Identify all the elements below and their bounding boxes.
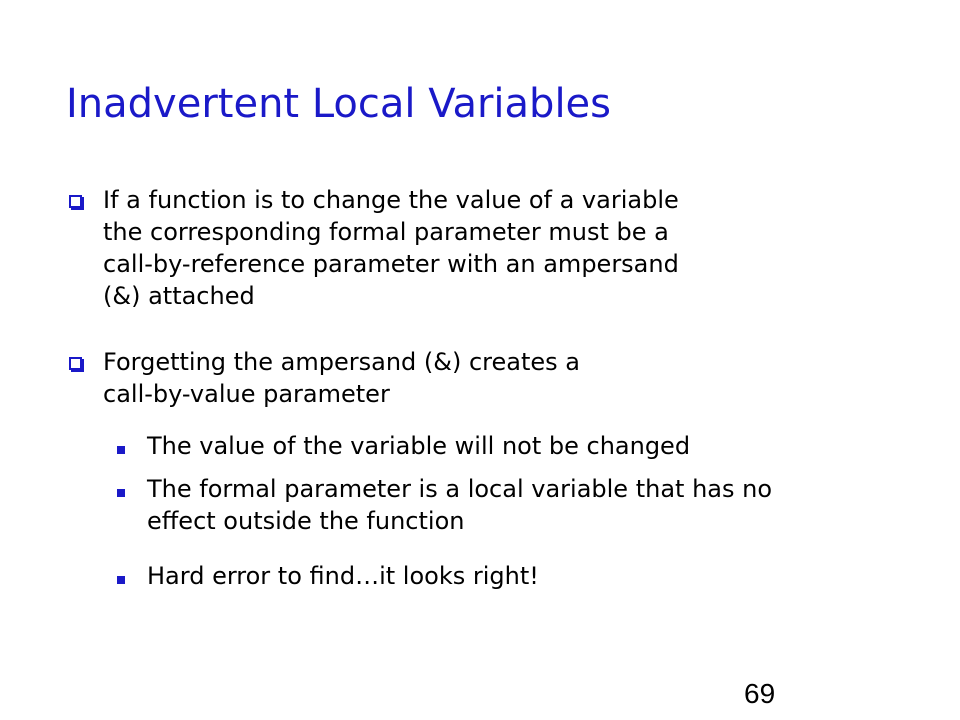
square-bullet-icon [117, 446, 125, 454]
bullet-1-line-4: (&) attached [103, 282, 255, 310]
sub-bullet-2-line-2: effect outside the function [147, 507, 465, 535]
bullet-1-line-2: the corresponding formal parameter must be a [103, 218, 669, 246]
box-bullet-icon [69, 357, 82, 370]
sub-bullet-3-line-1: Hard error to find…it looks right! [147, 562, 539, 590]
sub-bullet-1-line-1: The value of the variable will not be changed [147, 432, 691, 460]
bullet-2-line-2: call-by-value parameter [103, 380, 390, 408]
square-bullet-icon [117, 576, 125, 584]
bullet-2-line-1: Forgetting the ampersand (&) creates a [103, 348, 580, 376]
square-bullet-icon [117, 489, 125, 497]
sub-bullet-2-line-1: The formal parameter is a local variable that has no [147, 475, 773, 503]
bullet-1-line-3: call-by-reference parameter with an ampersand [103, 250, 679, 278]
slide-title: Inadvertent Local Variables [66, 81, 611, 127]
page-number: 69 [744, 678, 776, 709]
box-bullet-icon [69, 195, 82, 208]
bullet-1-line-1: If a function is to change the value of a variable [103, 186, 679, 214]
